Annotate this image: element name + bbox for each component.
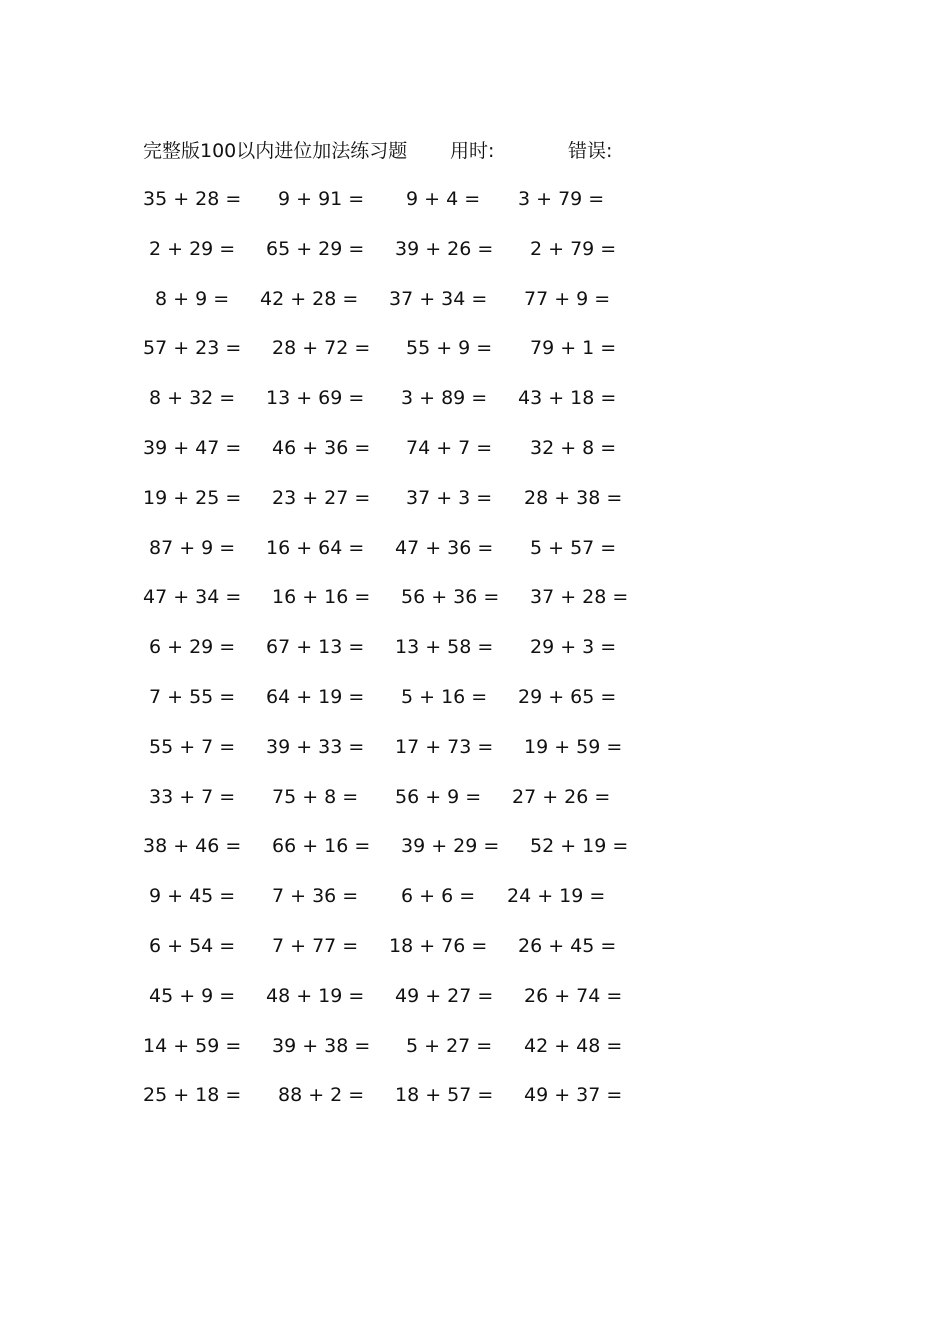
problem-r4-c1: 57 + 23 = <box>143 337 242 359</box>
problem-r11-c2: 64 + 19 = <box>266 686 365 708</box>
problem-r17-c3: 49 + 27 = <box>395 985 494 1007</box>
problem-r7-c4: 28 + 38 = <box>524 487 623 509</box>
problem-r13-c3: 56 + 9 = <box>395 786 482 808</box>
problem-r13-c2: 75 + 8 = <box>272 786 359 808</box>
problem-r5-c4: 43 + 18 = <box>518 387 617 409</box>
problem-r18-c4: 42 + 48 = <box>524 1035 623 1057</box>
problem-r10-c4: 29 + 3 = <box>530 636 617 658</box>
problem-r19-c3: 18 + 57 = <box>395 1084 494 1106</box>
problem-r6-c1: 39 + 47 = <box>143 437 242 459</box>
problem-r17-c2: 48 + 19 = <box>266 985 365 1007</box>
problem-r16-c4: 26 + 45 = <box>518 935 617 957</box>
problem-r15-c1: 9 + 45 = <box>149 885 236 907</box>
problem-r5-c2: 13 + 69 = <box>266 387 365 409</box>
problem-r13-c1: 33 + 7 = <box>149 786 236 808</box>
problem-r8-c2: 16 + 64 = <box>266 537 365 559</box>
problem-r2-c4: 2 + 79 = <box>530 238 617 260</box>
problem-r10-c1: 6 + 29 = <box>149 636 236 658</box>
problem-r15-c2: 7 + 36 = <box>272 885 359 907</box>
problem-r4-c2: 28 + 72 = <box>272 337 371 359</box>
problem-r19-c2: 88 + 2 = <box>278 1084 365 1106</box>
problem-r14-c2: 66 + 16 = <box>272 835 371 857</box>
problem-r18-c1: 14 + 59 = <box>143 1035 242 1057</box>
problem-r8-c3: 47 + 36 = <box>395 537 494 559</box>
problem-r1-c2: 9 + 91 = <box>278 188 365 210</box>
problem-r6-c2: 46 + 36 = <box>272 437 371 459</box>
problem-r14-c3: 39 + 29 = <box>401 835 500 857</box>
problem-r19-c4: 49 + 37 = <box>524 1084 623 1106</box>
worksheet-title: 完整版100以内进位加法练习题 <box>143 140 408 162</box>
problem-r11-c3: 5 + 16 = <box>401 686 488 708</box>
problem-r7-c2: 23 + 27 = <box>272 487 371 509</box>
problem-r1-c4: 3 + 79 = <box>518 188 605 210</box>
problem-r5-c3: 3 + 89 = <box>401 387 488 409</box>
problem-r16-c2: 7 + 77 = <box>272 935 359 957</box>
problem-r11-c4: 29 + 65 = <box>518 686 617 708</box>
problem-r18-c2: 39 + 38 = <box>272 1035 371 1057</box>
problem-r15-c3: 6 + 6 = <box>401 885 476 907</box>
problem-r14-c4: 52 + 19 = <box>530 835 629 857</box>
problem-r12-c3: 17 + 73 = <box>395 736 494 758</box>
problem-r8-c1: 87 + 9 = <box>149 537 236 559</box>
problem-r10-c2: 67 + 13 = <box>266 636 365 658</box>
problem-r13-c4: 27 + 26 = <box>512 786 611 808</box>
problem-r4-c4: 79 + 1 = <box>530 337 617 359</box>
problem-r14-c1: 38 + 46 = <box>143 835 242 857</box>
problem-r9-c4: 37 + 28 = <box>530 586 629 608</box>
problem-r2-c3: 39 + 26 = <box>395 238 494 260</box>
problem-r19-c1: 25 + 18 = <box>143 1084 242 1106</box>
problem-r7-c1: 19 + 25 = <box>143 487 242 509</box>
problem-r7-c3: 37 + 3 = <box>406 487 493 509</box>
problem-r9-c2: 16 + 16 = <box>272 586 371 608</box>
problem-r15-c4: 24 + 19 = <box>507 885 606 907</box>
problem-r2-c2: 65 + 29 = <box>266 238 365 260</box>
problem-r9-c3: 56 + 36 = <box>401 586 500 608</box>
time-label: 用时: <box>450 140 495 162</box>
problem-r4-c3: 55 + 9 = <box>406 337 493 359</box>
problem-r8-c4: 5 + 57 = <box>530 537 617 559</box>
problem-r12-c2: 39 + 33 = <box>266 736 365 758</box>
problem-r3-c1: 8 + 9 = <box>155 288 230 310</box>
problem-r17-c4: 26 + 74 = <box>524 985 623 1007</box>
problem-r16-c3: 18 + 76 = <box>389 935 488 957</box>
problem-r16-c1: 6 + 54 = <box>149 935 236 957</box>
problem-r10-c3: 13 + 58 = <box>395 636 494 658</box>
problem-r12-c4: 19 + 59 = <box>524 736 623 758</box>
problem-r3-c4: 77 + 9 = <box>524 288 611 310</box>
problem-r3-c2: 42 + 28 = <box>260 288 359 310</box>
problem-r3-c3: 37 + 34 = <box>389 288 488 310</box>
problem-r2-c1: 2 + 29 = <box>149 238 236 260</box>
problem-r18-c3: 5 + 27 = <box>406 1035 493 1057</box>
problem-r1-c1: 35 + 28 = <box>143 188 242 210</box>
problem-r17-c1: 45 + 9 = <box>149 985 236 1007</box>
problem-r11-c1: 7 + 55 = <box>149 686 236 708</box>
problem-r12-c1: 55 + 7 = <box>149 736 236 758</box>
problem-r5-c1: 8 + 32 = <box>149 387 236 409</box>
problem-r6-c3: 74 + 7 = <box>406 437 493 459</box>
errors-label: 错误: <box>568 140 613 162</box>
problem-r1-c3: 9 + 4 = <box>406 188 481 210</box>
problem-r6-c4: 32 + 8 = <box>530 437 617 459</box>
problem-r9-c1: 47 + 34 = <box>143 586 242 608</box>
